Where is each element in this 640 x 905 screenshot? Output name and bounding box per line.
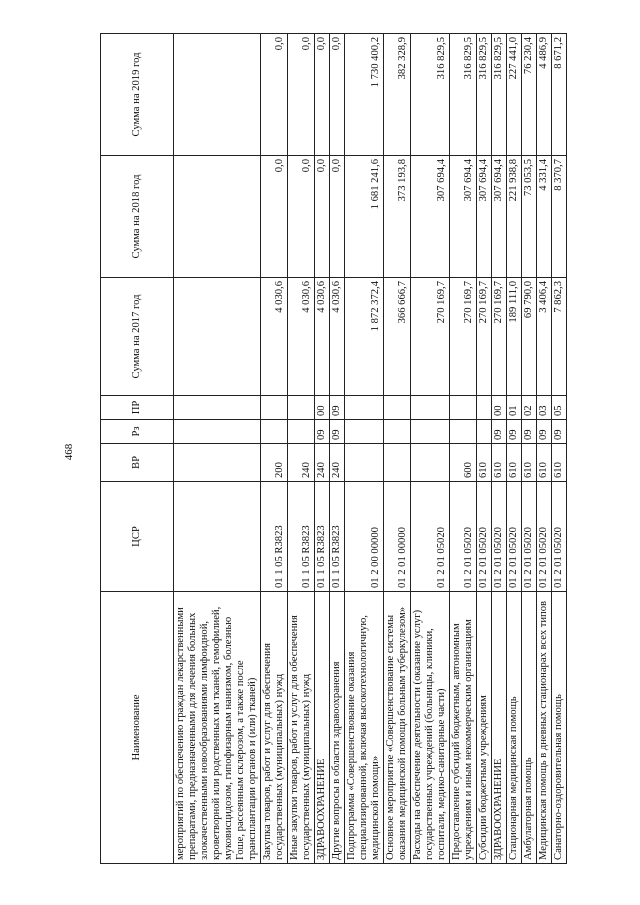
table-row (522, 34, 537, 864)
cell-rz: 09 (552, 420, 567, 444)
table-row (477, 34, 492, 864)
cell-sum-2018: 373 193,8 (384, 156, 411, 278)
cell-sum-2019: 382 328,9 (384, 34, 411, 156)
cell-vr: 240 (288, 444, 315, 482)
cell-csr: 01 2 01 05020 (411, 482, 450, 592)
cell-rz: 09 (522, 420, 537, 444)
cell-pr: 00 (315, 396, 330, 420)
cell-sum-2018: 0,0 (315, 156, 330, 278)
cell-sum-2017: 270 169,7 (492, 278, 507, 396)
cell-pr (174, 396, 261, 420)
cell-pr (450, 396, 477, 420)
cell-csr: 01 1 05 R3823 (261, 482, 288, 592)
cell-sum-2019 (174, 34, 261, 156)
table-row (507, 34, 522, 864)
cell-vr (174, 444, 261, 482)
header-sum-2017: Сумма на 2017 год (101, 278, 174, 396)
cell-name: Основное мероприятие «Совершенствование системы оказания медицинской помощи больным туберкулезом» (384, 592, 411, 864)
cell-name: Санаторно-оздоровительная помощь (552, 592, 567, 864)
cell-name: Субсидии бюджетным учреждениям (477, 592, 492, 864)
cell-sum-2017: 270 169,7 (411, 278, 450, 396)
cell-sum-2017: 366 666,7 (384, 278, 411, 396)
cell-sum-2017: 69 790,0 (522, 278, 537, 396)
cell-rz (411, 420, 450, 444)
cell-pr: 00 (492, 396, 507, 420)
header-name: Наименование (101, 592, 174, 864)
cell-name: Амбулаторная помощь (522, 592, 537, 864)
cell-csr: 01 2 01 05020 (552, 482, 567, 592)
cell-rz (261, 420, 288, 444)
table-row (330, 34, 345, 864)
cell-vr: 610 (522, 444, 537, 482)
cell-pr: 02 (522, 396, 537, 420)
cell-csr: 01 1 05 R3823 (315, 482, 330, 592)
cell-sum-2019: 316 829,5 (477, 34, 492, 156)
cell-rz: 09 (315, 420, 330, 444)
cell-sum-2018: 0,0 (330, 156, 345, 278)
cell-rz: 09 (330, 420, 345, 444)
cell-vr (411, 444, 450, 482)
cell-csr: 01 2 01 05020 (492, 482, 507, 592)
cell-pr: 05 (552, 396, 567, 420)
cell-rz (345, 420, 384, 444)
page-number: 468 (63, 443, 75, 461)
table-body (174, 34, 567, 864)
cell-sum-2018: 307 694,4 (450, 156, 477, 278)
cell-sum-2017: 270 169,7 (477, 278, 492, 396)
cell-sum-2018: 8 370,7 (552, 156, 567, 278)
cell-rz (477, 420, 492, 444)
cell-pr (411, 396, 450, 420)
cell-sum-2019: 4 486,9 (537, 34, 552, 156)
cell-pr: 01 (507, 396, 522, 420)
table-row (552, 34, 567, 864)
cell-csr: 01 2 01 05020 (507, 482, 522, 592)
cell-csr: 01 2 01 05020 (450, 482, 477, 592)
cell-vr: 610 (537, 444, 552, 482)
cell-sum-2018: 0,0 (261, 156, 288, 278)
cell-name: ЗДРАВООХРАНЕНИЕ (315, 592, 330, 864)
table-row (315, 34, 330, 864)
budget-table (100, 33, 567, 864)
cell-rz: 09 (492, 420, 507, 444)
header-vr: ВР (101, 444, 174, 482)
cell-csr: 01 1 05 R3823 (330, 482, 345, 592)
table-row (174, 34, 261, 864)
cell-rz (384, 420, 411, 444)
table-row (492, 34, 507, 864)
cell-sum-2019: 227 441,0 (507, 34, 522, 156)
cell-sum-2018: 307 694,4 (411, 156, 450, 278)
cell-sum-2019: 316 829,5 (492, 34, 507, 156)
cell-vr: 610 (492, 444, 507, 482)
cell-pr (345, 396, 384, 420)
cell-name: мероприятий по обеспечению граждан лекарственными препаратами, предназначенными для лечения больных злокачественными новообразованиями лимфоидной, кроветворной или родственных им тканей, гемофилией, муковисцидозом, гипофизарным нанизмом, болезнью Гоше, рассеянным склерозом, а также после трансплантации органов и (или) тканей) (174, 592, 261, 864)
cell-name: Иные закупки товаров, работ и услуг для обеспечения государственных (муниципальных) нужд (288, 592, 315, 864)
cell-sum-2018 (174, 156, 261, 278)
header-sum-2018: Сумма на 2018 год (101, 156, 174, 278)
header-row (101, 34, 174, 864)
cell-sum-2019: 0,0 (288, 34, 315, 156)
cell-vr: 600 (450, 444, 477, 482)
cell-sum-2018: 73 053,5 (522, 156, 537, 278)
cell-sum-2017: 7 862,3 (552, 278, 567, 396)
cell-csr: 01 1 05 R3823 (288, 482, 315, 592)
cell-sum-2019: 8 671,2 (552, 34, 567, 156)
cell-sum-2019: 0,0 (315, 34, 330, 156)
cell-sum-2018: 307 694,4 (492, 156, 507, 278)
header-csr: ЦСР (101, 482, 174, 592)
cell-vr: 240 (315, 444, 330, 482)
cell-csr: 01 2 01 00000 (384, 482, 411, 592)
cell-rz: 09 (507, 420, 522, 444)
header-sum-2019: Сумма на 2019 год (101, 34, 174, 156)
cell-pr: 09 (330, 396, 345, 420)
cell-sum-2017: 1 872 372,4 (345, 278, 384, 396)
cell-csr: 01 2 01 05020 (522, 482, 537, 592)
cell-name: Предоставление субсидий бюджетным, автономным учреждениям и иным некоммерческим организациям (450, 592, 477, 864)
cell-name: Расходы на обеспечение деятельности (оказание услуг) государственных учреждений (больницы, клиники, госпитали, медико-санитарные части) (411, 592, 450, 864)
table-row (384, 34, 411, 864)
table-row (288, 34, 315, 864)
cell-pr (384, 396, 411, 420)
cell-name: Стационарная медицинская помощь (507, 592, 522, 864)
cell-sum-2018: 0,0 (288, 156, 315, 278)
cell-name: Медицинская помощь в дневных стационарах всех типов (537, 592, 552, 864)
budget-table-container (100, 34, 564, 864)
cell-pr (477, 396, 492, 420)
cell-vr: 610 (507, 444, 522, 482)
cell-sum-2018: 221 938,8 (507, 156, 522, 278)
cell-csr: 01 2 01 05020 (477, 482, 492, 592)
cell-vr: 610 (477, 444, 492, 482)
cell-sum-2017 (174, 278, 261, 396)
header-rz: Рз (101, 420, 174, 444)
cell-sum-2017: 4 030,6 (315, 278, 330, 396)
cell-rz (288, 420, 315, 444)
cell-vr: 240 (330, 444, 345, 482)
cell-pr (261, 396, 288, 420)
cell-sum-2018: 4 331,4 (537, 156, 552, 278)
cell-sum-2019: 0,0 (261, 34, 288, 156)
cell-vr: 610 (552, 444, 567, 482)
cell-sum-2019: 76 230,4 (522, 34, 537, 156)
header-pr: ПР (101, 396, 174, 420)
table-row (537, 34, 552, 864)
cell-sum-2017: 189 111,0 (507, 278, 522, 396)
table-row (450, 34, 477, 864)
cell-pr: 03 (537, 396, 552, 420)
cell-rz: 09 (537, 420, 552, 444)
cell-vr: 200 (261, 444, 288, 482)
table-row (411, 34, 450, 864)
cell-rz (174, 420, 261, 444)
cell-sum-2019: 0,0 (330, 34, 345, 156)
cell-name: ЗДРАВООХРАНЕНИЕ (492, 592, 507, 864)
cell-sum-2019: 316 829,5 (411, 34, 450, 156)
cell-sum-2019: 1 730 400,2 (345, 34, 384, 156)
cell-sum-2017: 4 030,6 (330, 278, 345, 396)
cell-vr (384, 444, 411, 482)
cell-sum-2017: 3 406,4 (537, 278, 552, 396)
cell-sum-2017: 4 030,6 (261, 278, 288, 396)
cell-rz (450, 420, 477, 444)
table-row (345, 34, 384, 864)
cell-sum-2018: 307 694,4 (477, 156, 492, 278)
cell-sum-2017: 4 030,6 (288, 278, 315, 396)
cell-pr (288, 396, 315, 420)
cell-csr (174, 482, 261, 592)
cell-sum-2019: 316 829,5 (450, 34, 477, 156)
cell-sum-2018: 1 681 241,6 (345, 156, 384, 278)
cell-name: Подпрограмма «Совершенствование оказания специализированной, включая высокотехнологичную, медицинской помощи» (345, 592, 384, 864)
cell-sum-2017: 270 169,7 (450, 278, 477, 396)
cell-csr: 01 2 01 05020 (537, 482, 552, 592)
cell-vr (345, 444, 384, 482)
cell-csr: 01 2 00 00000 (345, 482, 384, 592)
cell-name: Закупка товаров, работ и услуг для обеспечения государственных (муниципальных) нужд (261, 592, 288, 864)
cell-name: Другие вопросы в области здравоохранения (330, 592, 345, 864)
table-row (261, 34, 288, 864)
